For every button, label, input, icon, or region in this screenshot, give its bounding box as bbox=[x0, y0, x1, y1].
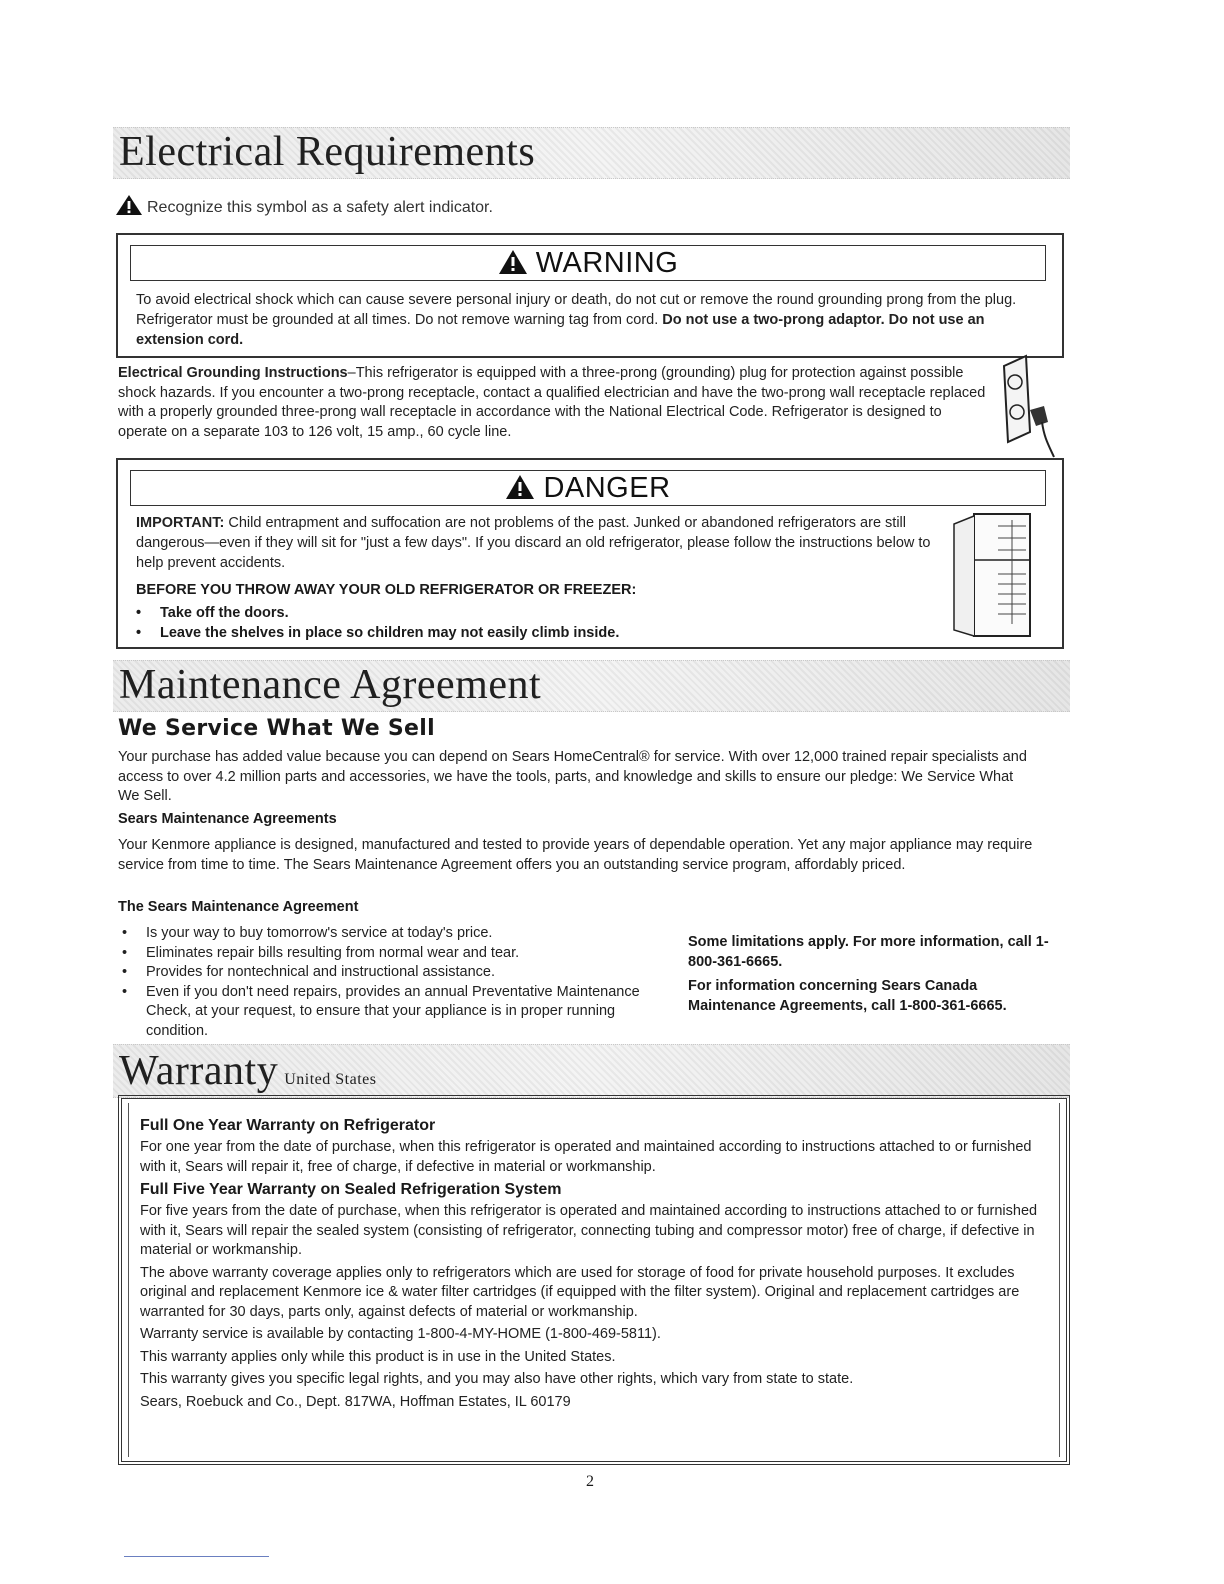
divider bbox=[124, 1556, 269, 1557]
list-item: • Eliminates repair bills resulting from normal wear and tear. bbox=[118, 944, 648, 964]
canada-note: For information concerning Sears Canada Maintenance Agreements, call 1-800-361-6665. bbox=[688, 978, 1007, 1014]
maintenance-intro: Your purchase has added value because you can depend on Sears HomeCentral® for service. With over 12,000 trained repair specialists and access to over 4.2 million parts and accessories, we have the tools, parts, and knowledge and skills to ensure our pledge: We Service What We Sell. bbox=[118, 749, 1027, 804]
maintenance-subtitle: We Service What We Sell bbox=[118, 716, 435, 741]
one-year-heading: Full One Year Warranty on Refrigerator bbox=[140, 1117, 436, 1134]
list-item: • Take off the doors. bbox=[132, 603, 619, 623]
safety-alert-note: Recognize this symbol as a safety alert indicator. bbox=[115, 194, 493, 217]
agreement-heading: The Sears Maintenance Agreement bbox=[118, 899, 359, 915]
danger-header bbox=[130, 470, 1046, 506]
maintenance-title: Maintenance Agreement bbox=[119, 662, 542, 708]
grounding-heading: Electrical Grounding Instructions bbox=[118, 365, 348, 381]
limitations-note: Some limitations apply. For more information, call 1-800-361-6665. bbox=[688, 934, 1049, 970]
warranty-title: Warranty United States bbox=[119, 1048, 377, 1094]
danger-box bbox=[116, 458, 1064, 649]
one-year-text: For one year from the date of purchase, when this refrigerator is operated and maintained according to instructions attached to or furnished with it, Sears will repair it, free of charge, if defective in material or workmanship. bbox=[140, 1139, 1032, 1175]
safety-alert-icon bbox=[115, 194, 147, 216]
coverage-text: The above warranty coverage applies only to refrigerators which are used for storage of food for private household purposes. It excludes original and replacement Kenmore ice & water filter cartridges (if equipped with the filter system). Original and replacement cartridges are warranted for 30 days, parts only, against defects of material or workmanship. bbox=[140, 1264, 1020, 1320]
five-year-heading: Full Five Year Warranty on Sealed Refrigeration System bbox=[140, 1181, 562, 1198]
warning-triangle-icon bbox=[498, 249, 528, 275]
danger-triangle-icon bbox=[505, 474, 535, 500]
maintenance-banner bbox=[113, 660, 1070, 712]
agreements-text: Your Kenmore appliance is designed, manufactured and tested to provide years of dependable operation. Yet any major appliance may require service from time to time. The Sears Maintenance Agreement offers you an outstanding service program, affordably priced. bbox=[118, 837, 1033, 873]
list-item: • Provides for nontechnical and instructional assistance. bbox=[118, 963, 648, 983]
refrigerator-illustration bbox=[950, 512, 1036, 640]
danger-before-heading: BEFORE YOU THROW AWAY YOUR OLD REFRIGERATOR OR FREEZER: bbox=[136, 582, 637, 598]
grounded-outlet-illustration bbox=[996, 352, 1066, 462]
warning-box bbox=[116, 233, 1064, 358]
list-item: • Even if you don't need repairs, provides an annual Preventative Maintenance Check, at your request, to ensure that your appliance is in proper running condition. bbox=[118, 983, 648, 1042]
warranty-subtitle: United States bbox=[284, 1071, 377, 1088]
electrical-title: Electrical Requirements bbox=[119, 129, 536, 175]
grounding-instructions: Electrical Grounding Instructions–This refrigerator is equipped with a three-prong (grounding) plug for protection against possible shock hazards. If you encounter a two-prong receptacle, contact a qualified electrician and have the two-prong wall receptacle replaced with a properly grounded three-prong wall receptacle in accordance with the National Electrical Code. Refrigerator is designed to operate on a separate 103 to 126 volt, 15 amp., 60 cycle line. bbox=[118, 365, 986, 440]
service-text: Warranty service is available by contacting 1-800-4-MY-HOME (1-800-469-5811). bbox=[140, 1326, 661, 1342]
agreements-heading: Sears Maintenance Agreements bbox=[118, 811, 337, 827]
warning-label: WARNING bbox=[535, 247, 679, 279]
warning-text: To avoid electrical shock which can cause severe personal injury or death, do not cut or remove the round grounding prong from the plug. Refrigerator must be grounded at all times. Do not remove warning tag from cord. Do not use a two-prong adaptor. Do not use an extension cord. bbox=[136, 292, 1017, 348]
danger-important: IMPORTANT: Child entrapment and suffocation are not problems of the past. Junked or abandoned refrigerators are still dangerous—even if they will sit for "just a few days". If you discard an old refrigerator, please follow the instructions below to help prevent accidents. bbox=[136, 515, 931, 571]
danger-bullets bbox=[132, 603, 619, 643]
danger-label: DANGER bbox=[543, 472, 671, 504]
electrical-banner bbox=[113, 127, 1070, 179]
list-item: • Is your way to buy tomorrow's service at today's price. bbox=[118, 924, 648, 944]
agreement-bullets bbox=[118, 924, 648, 1041]
warning-header bbox=[130, 245, 1046, 281]
address-text: Sears, Roebuck and Co., Dept. 817WA, Hoffman Estates, IL 60179 bbox=[140, 1393, 571, 1410]
five-year-text: For five years from the date of purchase, when this refrigerator is operated and maintained according to instructions attached to or furnished with it, Sears will repair the sealed system (consisting of refrigerator, connecting tubing and compressor motor) free of charge, if defective in material or workmanship. bbox=[140, 1203, 1038, 1258]
list-item: • Leave the shelves in place so children may not easily climb inside. bbox=[132, 623, 619, 643]
page-number: 2 bbox=[586, 1473, 594, 1490]
us-only-text: This warranty applies only while this product is in use in the United States. bbox=[140, 1348, 616, 1365]
warranty-banner bbox=[113, 1044, 1070, 1098]
rights-text: This warranty gives you specific legal rights, and you may also have other rights, which vary from state to state. bbox=[140, 1371, 854, 1387]
warranty-box bbox=[118, 1095, 1070, 1465]
